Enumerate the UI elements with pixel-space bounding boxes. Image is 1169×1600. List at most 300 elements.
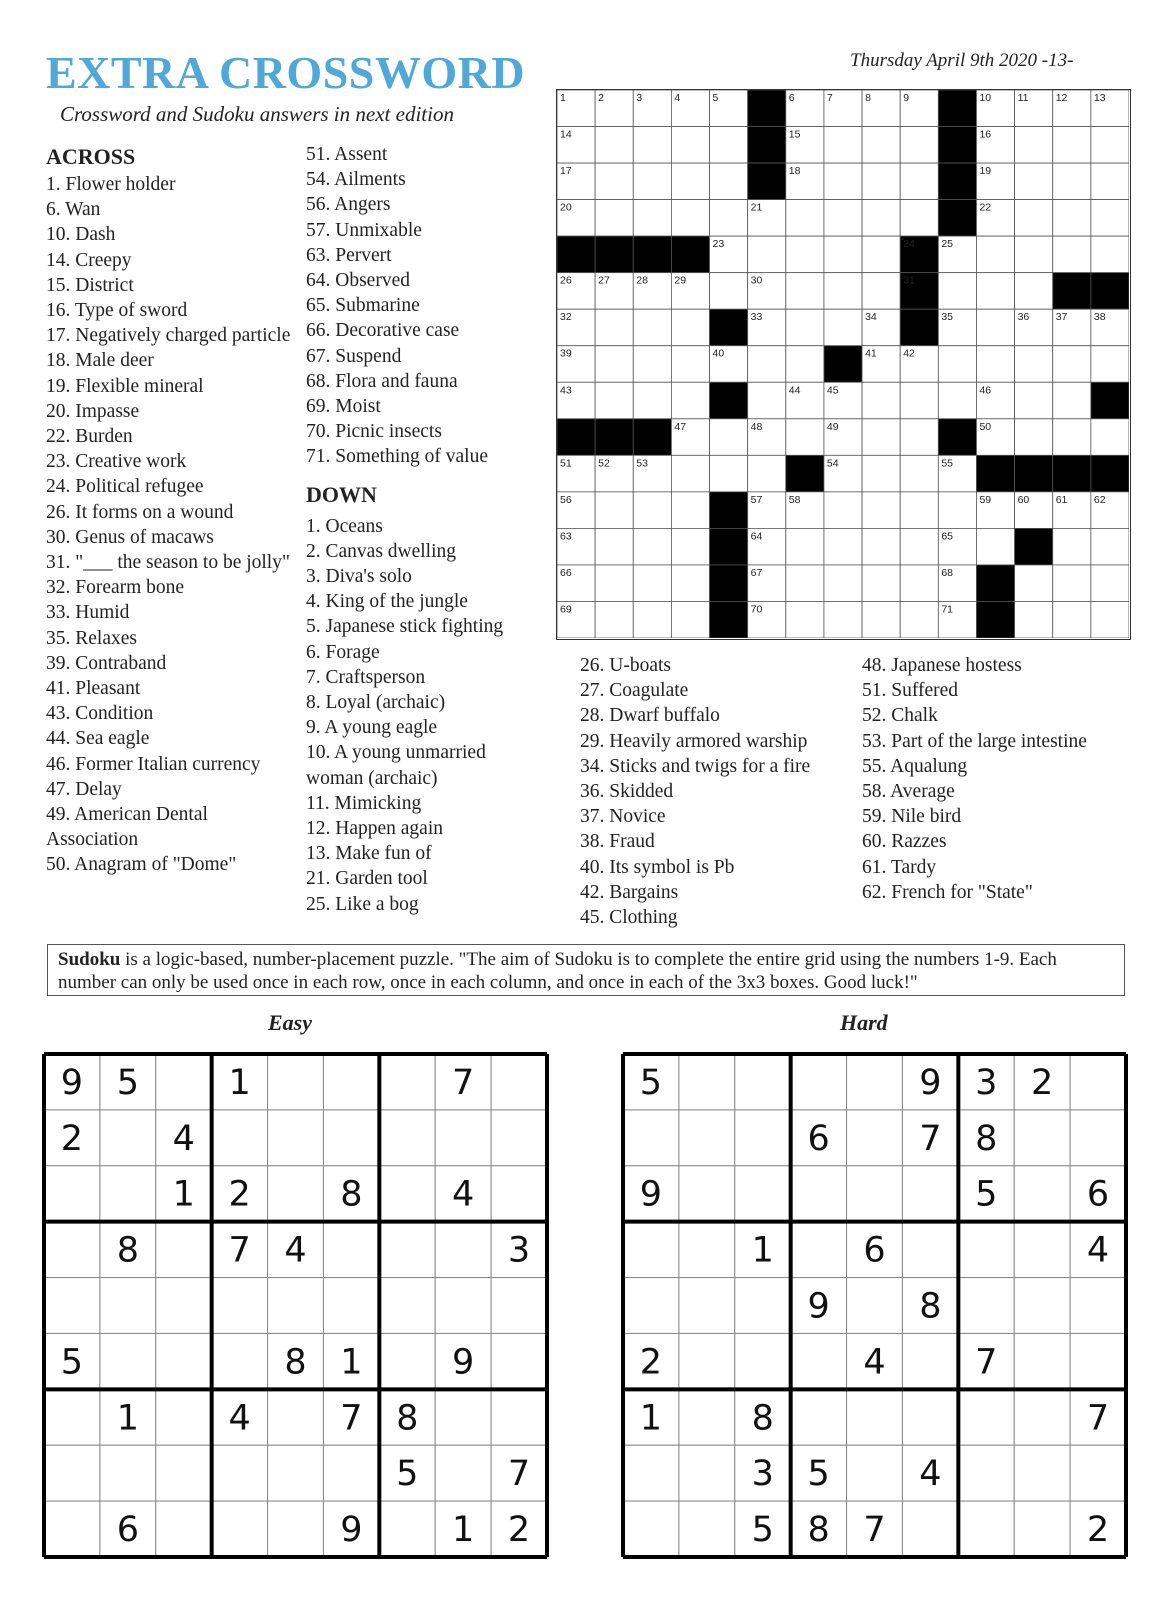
sudoku-cell[interactable] [212,1110,268,1166]
sudoku-given-digit: 9 [807,1286,830,1327]
sudoku-cell[interactable] [735,1333,791,1389]
sudoku-cell[interactable] [735,1110,791,1166]
crossword-white-cell[interactable] [671,309,709,346]
clue-item: 3. Diva's solo [306,566,412,588]
crossword-white-cell[interactable] [862,601,900,638]
sudoku-given-digit: 3 [507,1230,531,1271]
crossword-white-cell[interactable] [976,236,1014,273]
crossword-white-cell[interactable] [671,163,709,200]
sudoku-cell[interactable] [379,1222,435,1278]
crossword-white-cell[interactable] [786,200,824,237]
crossword-white-cell[interactable] [862,127,900,164]
crossword-clue-number: 62 [1093,493,1106,506]
clue-item: 6. Forage [306,641,380,663]
sudoku-cell[interactable] [791,1166,847,1222]
sudoku-cell[interactable] [791,1222,847,1278]
clue-item: 54. Ailments [306,169,406,191]
crossword-white-cell[interactable] [1091,236,1129,273]
sudoku-cell[interactable] [379,1166,435,1222]
sudoku-cell[interactable] [1070,1333,1126,1389]
crossword-black-cell [710,492,748,529]
sudoku-cell[interactable] [491,1054,547,1110]
clue-item: 23. Creative work [46,451,187,473]
sudoku-cell[interactable] [491,1110,547,1166]
crossword-white-cell[interactable] [862,382,900,419]
sudoku-cell[interactable] [1070,1110,1126,1166]
crossword-white-cell[interactable] [824,163,862,200]
crossword-black-cell [710,382,748,419]
sudoku-cell[interactable] [1014,1445,1070,1501]
crossword-white-cell[interactable] [976,346,1014,383]
crossword-black-cell [1015,455,1053,492]
crossword-white-cell[interactable] [595,565,633,602]
crossword-clue-number: 40 [712,347,725,360]
sudoku-given-digit: 2 [60,1118,84,1159]
crossword-white-cell[interactable] [595,492,633,529]
crossword-white-cell[interactable] [1091,200,1129,237]
crossword-white-cell[interactable] [1015,163,1053,200]
crossword-clue-number: 51 [560,457,572,470]
sudoku-cell[interactable] [268,1389,324,1445]
sudoku-cell[interactable] [1014,1222,1070,1278]
crossword-white-cell[interactable] [595,200,633,237]
crossword-white-cell[interactable] [1053,127,1091,164]
sudoku-cell[interactable] [156,1278,212,1334]
crossword-clue-number: 4 [674,92,681,104]
crossword-white-cell[interactable] [786,565,824,602]
crossword-white-cell[interactable] [824,528,862,565]
crossword-white-cell[interactable] [633,163,671,200]
sudoku-cell[interactable] [958,1222,1014,1278]
crossword-white-cell[interactable] [633,601,671,638]
crossword-white-cell[interactable] [595,309,633,346]
sudoku-cell[interactable] [623,1445,679,1501]
sudoku-given-digit: 2 [228,1174,251,1215]
crossword-white-cell[interactable] [748,236,786,273]
sudoku-cell[interactable] [1014,1166,1070,1222]
sudoku-cell[interactable] [212,1445,268,1501]
sudoku-given-digit: 1 [228,1062,251,1103]
sudoku-cell[interactable] [44,1166,100,1222]
clue-item: 43. Condition [46,703,154,725]
crossword-clue-number: 27 [598,274,610,287]
sudoku-cell[interactable] [379,1333,435,1389]
sudoku-cell[interactable] [44,1222,100,1278]
crossword-white-cell[interactable] [862,528,900,565]
clue-item: 56. Angers [306,194,391,216]
crossword-white-cell[interactable] [824,565,862,602]
clue-item: 42. Bargains [580,881,679,903]
crossword-white-cell[interactable] [595,127,633,164]
sudoku-cell[interactable] [1014,1333,1070,1389]
crossword-white-cell[interactable] [633,528,671,565]
sudoku-cell[interactable] [679,1166,735,1222]
crossword-white-cell[interactable] [1091,346,1129,383]
sudoku-cell[interactable] [791,1054,847,1110]
crossword-white-cell[interactable] [595,163,633,200]
sudoku-cell[interactable] [791,1389,847,1445]
crossword-white-cell[interactable] [976,528,1014,565]
crossword-white-cell[interactable] [1053,565,1091,602]
clue-item: 8. Loyal (archaic) [306,692,446,714]
crossword-white-cell[interactable] [1053,419,1091,456]
sudoku-cell[interactable] [679,1501,735,1557]
sudoku-cell[interactable] [847,1389,903,1445]
sudoku-cell[interactable] [44,1501,100,1557]
crossword-white-cell[interactable] [900,419,938,456]
sudoku-cell[interactable] [268,1278,324,1334]
sudoku-cell[interactable] [156,1501,212,1557]
sudoku-cell[interactable] [268,1501,324,1557]
sudoku-given-digit: 6 [807,1118,830,1159]
sudoku-cell[interactable] [268,1445,324,1501]
crossword-clue-number: 53 [636,457,648,470]
sudoku-cell[interactable] [902,1389,958,1445]
sudoku-cell[interactable] [379,1054,435,1110]
crossword-white-cell[interactable] [862,419,900,456]
clue-item: 51. Assent [306,144,388,165]
crossword-white-cell[interactable] [900,127,938,164]
crossword-white-cell[interactable] [824,200,862,237]
sudoku-cell[interactable] [623,1110,679,1166]
sudoku-cell[interactable] [1070,1278,1126,1334]
sudoku-cell[interactable] [902,1501,958,1557]
crossword-white-cell[interactable] [824,127,862,164]
sudoku-cell[interactable] [100,1110,156,1166]
crossword-white-cell[interactable] [862,455,900,492]
crossword-white-cell[interactable] [1053,382,1091,419]
crossword-white-cell[interactable] [824,309,862,346]
sudoku-cell[interactable] [435,1445,491,1501]
sudoku-cell[interactable] [1070,1054,1126,1110]
crossword-white-cell[interactable] [671,382,709,419]
sudoku-cell[interactable] [847,1445,903,1501]
sudoku-cell[interactable] [435,1222,491,1278]
crossword-white-cell[interactable] [1015,273,1053,310]
crossword-white-cell[interactable] [633,565,671,602]
crossword-white-cell[interactable] [671,127,709,164]
crossword-white-cell[interactable] [710,273,748,310]
crossword-white-cell[interactable] [938,273,976,310]
crossword-clue-number: 43 [560,384,572,397]
crossword-white-cell[interactable] [1015,601,1053,638]
sudoku-given-digit: 8 [919,1286,942,1327]
crossword-clue-number: 30 [750,274,763,287]
sudoku-cell[interactable] [679,1278,735,1334]
crossword-white-cell[interactable] [862,565,900,602]
clue-item: 2. Canvas dwelling [306,540,457,562]
sudoku-cell[interactable] [491,1333,547,1389]
crossword-white-cell[interactable] [976,309,1014,346]
sudoku-cell[interactable] [323,1110,379,1166]
crossword-black-cell [1015,528,1053,565]
sudoku-given-digit: 5 [639,1062,663,1103]
clue-item: 25. Like a bog [306,893,419,915]
crossword-white-cell[interactable] [1053,163,1091,200]
sudoku-cell[interactable] [902,1333,958,1389]
crossword-white-cell[interactable] [862,273,900,310]
across-clue-list [46,172,296,878]
sudoku-cell[interactable] [379,1278,435,1334]
sudoku-cell[interactable] [679,1054,735,1110]
crossword-white-cell[interactable] [710,163,748,200]
sudoku-cell[interactable] [1070,1445,1126,1501]
sudoku-given-digit: 1 [172,1174,195,1215]
sudoku-given-digit: 9 [919,1062,942,1103]
sudoku-cell[interactable] [323,1054,379,1110]
crossword-white-cell[interactable] [900,455,938,492]
sudoku-cell[interactable] [435,1389,491,1445]
sudoku-cell[interactable] [44,1389,100,1445]
crossword-clue-number: 23 [712,238,725,251]
sudoku-cell[interactable] [902,1166,958,1222]
sudoku-cell[interactable] [100,1445,156,1501]
clue-item: 46. Former Italian currency [46,753,261,775]
crossword-white-cell[interactable] [900,492,938,529]
crossword-white-cell[interactable] [633,309,671,346]
crossword-white-cell[interactable] [1053,236,1091,273]
sudoku-cell[interactable] [435,1278,491,1334]
sudoku-given-digit: 8 [284,1342,307,1383]
crossword-white-cell[interactable] [938,382,976,419]
crossword-white-cell[interactable] [1091,419,1129,456]
page-title: EXTRA CROSSWORD [46,47,526,98]
sudoku-cell[interactable] [491,1389,547,1445]
sudoku-easy-label: Easy [268,1010,312,1035]
crossword-white-cell[interactable] [1053,346,1091,383]
crossword-white-cell[interactable] [862,200,900,237]
sudoku-given-digit: 2 [1086,1510,1110,1551]
sudoku-given-digit: 9 [452,1342,475,1383]
crossword-clue-number: 2 [598,92,604,104]
sudoku-cell[interactable] [1014,1110,1070,1166]
sudoku-cell[interactable] [1014,1501,1070,1557]
crossword-white-cell[interactable] [824,492,862,529]
crossword-clue-number: 54 [826,457,839,470]
sudoku-cell[interactable] [212,1333,268,1389]
sudoku-cell[interactable] [156,1222,212,1278]
crossword-clue-number: 13 [1093,92,1106,104]
clue-item: 1. Flower holder [46,174,176,195]
sudoku-hard-grid [621,1052,1128,1559]
crossword-white-cell[interactable] [595,528,633,565]
crossword-white-cell[interactable] [900,565,938,602]
sudoku-cell[interactable] [1014,1389,1070,1445]
crossword-white-cell[interactable] [900,601,938,638]
sudoku-cell[interactable] [679,1110,735,1166]
crossword-white-cell[interactable] [1091,163,1129,200]
clue-item: 47. Delay [46,778,122,800]
crossword-white-cell[interactable] [862,236,900,273]
sudoku-cell[interactable] [679,1389,735,1445]
sudoku-cell[interactable] [323,1445,379,1501]
sudoku-given-digit: 6 [863,1230,886,1271]
crossword-white-cell[interactable] [595,601,633,638]
sudoku-cell[interactable] [212,1501,268,1557]
sudoku-cell[interactable] [958,1501,1014,1557]
sudoku-cell[interactable] [323,1222,379,1278]
crossword-white-cell[interactable] [633,382,671,419]
crossword-white-cell[interactable] [1091,528,1129,565]
crossword-white-cell[interactable] [710,200,748,237]
clue-item: 67. Suspend [306,345,402,367]
sudoku-instructions-text: is a logic-based, number-placement puzzle. "The aim of Sudoku is to complete the entire grid using the numbers 1-9. Each number can only be used once in each row, once in each column, and once in each of the 3x3 boxes. Good luck!" [58,949,1057,993]
sudoku-cell[interactable] [679,1222,735,1278]
crossword-white-cell[interactable] [748,382,786,419]
crossword-white-cell[interactable] [824,273,862,310]
clue-item: 62. French for "State" [862,881,1033,903]
sudoku-cell[interactable] [847,1278,903,1334]
crossword-white-cell[interactable] [900,163,938,200]
sudoku-cell[interactable] [268,1166,324,1222]
clues-column-2 [306,142,536,917]
sudoku-cell[interactable] [491,1166,547,1222]
sudoku-cell[interactable] [735,1166,791,1222]
sudoku-cell[interactable] [735,1278,791,1334]
sudoku-cell[interactable] [268,1110,324,1166]
crossword-clue-number: 44 [788,384,801,397]
sudoku-cell[interactable] [268,1054,324,1110]
sudoku-cell[interactable] [100,1333,156,1389]
clue-item: 45. Clothing [580,907,678,929]
crossword-white-cell[interactable] [1015,419,1053,456]
down-clue-list-continued-2 [862,653,1132,905]
sudoku-cell[interactable] [791,1333,847,1389]
crossword-white-cell[interactable] [900,382,938,419]
clue-item: 27. Coagulate [580,680,689,702]
sudoku-cell[interactable] [958,1445,1014,1501]
crossword-clue-number: 42 [903,347,915,360]
crossword-white-cell[interactable] [1015,236,1053,273]
crossword-white-cell[interactable] [786,309,824,346]
crossword-white-cell[interactable] [786,273,824,310]
crossword-white-cell[interactable] [633,127,671,164]
sudoku-given-digit: 1 [116,1398,139,1439]
crossword-white-cell[interactable] [1053,200,1091,237]
sudoku-cell[interactable] [100,1166,156,1222]
crossword-white-cell[interactable] [786,236,824,273]
crossword-white-cell[interactable] [786,346,824,383]
sudoku-cell[interactable] [735,1054,791,1110]
sudoku-cell[interactable] [623,1278,679,1334]
crossword-white-cell[interactable] [976,273,1014,310]
crossword-white-cell[interactable] [824,601,862,638]
sudoku-cell[interactable] [435,1110,491,1166]
crossword-white-cell[interactable] [824,236,862,273]
crossword-white-cell[interactable] [938,492,976,529]
crossword-white-cell[interactable] [710,455,748,492]
sudoku-cell[interactable] [679,1445,735,1501]
crossword-white-cell[interactable] [671,492,709,529]
sudoku-cell[interactable] [491,1278,547,1334]
down-clue-list [306,514,536,917]
crossword-white-cell[interactable] [748,346,786,383]
clue-item: 55. Aqualung [862,755,968,777]
sudoku-cell[interactable] [902,1222,958,1278]
crossword-black-cell [976,455,1014,492]
crossword-white-cell[interactable] [1015,127,1053,164]
crossword-white-cell[interactable] [1015,565,1053,602]
crossword-white-cell[interactable] [900,528,938,565]
sudoku-cell[interactable] [847,1110,903,1166]
clue-item: 71. Something of value [306,446,488,468]
crossword-white-cell[interactable] [671,455,709,492]
sudoku-cell[interactable] [1014,1278,1070,1334]
crossword-white-cell[interactable] [671,200,709,237]
sudoku-cell[interactable] [44,1445,100,1501]
sudoku-cell[interactable] [623,1501,679,1557]
sudoku-cell[interactable] [623,1222,679,1278]
clue-item: 15. District [46,274,134,296]
crossword-black-cell [710,528,748,565]
crossword-white-cell[interactable] [1053,528,1091,565]
crossword-white-cell[interactable] [748,455,786,492]
crossword-white-cell[interactable] [595,346,633,383]
crossword-clue-number: 57 [750,493,763,506]
crossword-white-cell[interactable] [1091,565,1129,602]
sudoku-given-digit: 6 [1086,1174,1110,1215]
crossword-white-cell[interactable] [900,200,938,237]
sudoku-cell[interactable] [847,1054,903,1110]
crossword-white-cell[interactable] [633,200,671,237]
crossword-white-cell[interactable] [862,163,900,200]
clue-item: 19. Flexible mineral [46,375,204,397]
crossword-clue-number: 58 [788,493,801,506]
crossword-white-cell[interactable] [862,492,900,529]
sudoku-cell[interactable] [156,1054,212,1110]
crossword-white-cell[interactable] [1091,127,1129,164]
sudoku-cell[interactable] [958,1389,1014,1445]
crossword-white-cell[interactable] [1015,200,1053,237]
sudoku-given-digit: 5 [807,1454,830,1495]
crossword-white-cell[interactable] [671,528,709,565]
sudoku-given-digit: 2 [639,1342,663,1383]
sudoku-cell[interactable] [156,1389,212,1445]
crossword-white-cell[interactable] [710,127,748,164]
crossword-clue-number: 6 [788,92,795,104]
crossword-white-cell[interactable] [786,528,824,565]
crossword-white-cell[interactable] [633,346,671,383]
crossword-white-cell[interactable] [1091,601,1129,638]
crossword-white-cell[interactable] [1015,382,1053,419]
sudoku-cell[interactable] [958,1278,1014,1334]
crossword-white-cell[interactable] [671,565,709,602]
sudoku-cell[interactable] [379,1501,435,1557]
sudoku-cell[interactable] [100,1278,156,1334]
crossword-white-cell[interactable] [595,382,633,419]
crossword-clue-number: 33 [750,311,763,324]
crossword-white-cell[interactable] [938,346,976,383]
sudoku-cell[interactable] [323,1278,379,1334]
clue-item: 11. Mimicking [306,792,422,814]
crossword-white-cell[interactable] [786,419,824,456]
sudoku-cell[interactable] [379,1110,435,1166]
clue-item: 37. Novice [580,806,666,828]
crossword-white-cell[interactable] [1053,601,1091,638]
crossword-white-cell[interactable] [710,419,748,456]
crossword-white-cell[interactable] [671,346,709,383]
crossword-white-cell[interactable] [671,601,709,638]
crossword-white-cell[interactable] [786,601,824,638]
sudoku-cell[interactable] [847,1166,903,1222]
sudoku-cell[interactable] [212,1278,268,1334]
crossword-white-cell[interactable] [633,492,671,529]
sudoku-cell[interactable] [156,1333,212,1389]
crossword-white-cell[interactable] [1015,346,1053,383]
sudoku-cell[interactable] [679,1333,735,1389]
sudoku-cell[interactable] [156,1445,212,1501]
sudoku-cell[interactable] [44,1278,100,1334]
